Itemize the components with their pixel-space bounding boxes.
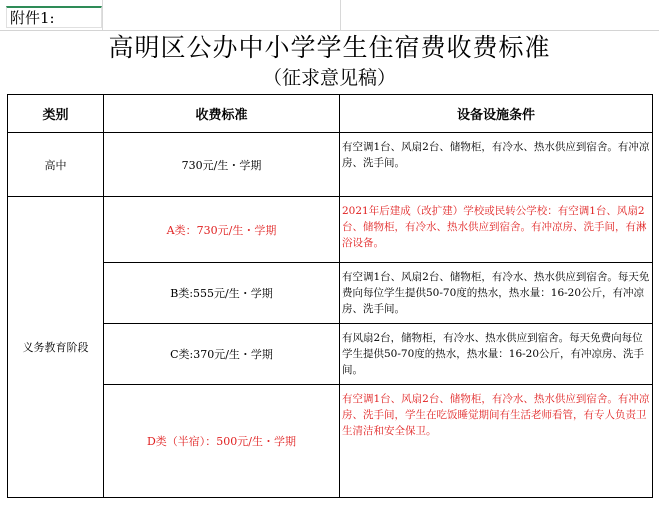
conditions-cell-class-a[interactable]: 2021年后建成（改扩建）学校或民转公学校：有空调1台、风扇2台、储物柜，有冷水、热水供应到宿舍。有冲凉房、洗手间，有淋浴设备。 [340,197,653,263]
header-fee[interactable]: 收费标准 [104,95,340,133]
conditions-cell-class-b[interactable]: 有空调1台、风扇2台、储物柜，有冷水、热水供应到宿舍。每天免费向每位学生提供50-70度的热水，热水量：16-20公斤，有冲凉房、洗手间。 [340,263,653,324]
document-title: 高明区公办中小学学生住宿费收费标准 [108,33,551,62]
table-row-class-d [8,385,653,498]
header-conditions[interactable]: 设备设施条件 [340,95,653,133]
attachment-label: 附件1: [10,9,55,27]
category-cell-high-school[interactable]: 高中 [8,133,104,197]
category-cell-compulsory[interactable]: 义务教育阶段 [8,197,104,498]
header-category[interactable]: 类别 [8,95,104,133]
fee-standard-table [7,94,653,498]
column-gridline [340,0,341,30]
conditions-cell-class-c[interactable]: 有风扇2台，储物柜，有冷水、热水供应到宿舍。每天免费向每位学生提供50-70度的热水，热水量：16-20公斤，有冲凉房、洗手间。 [340,324,653,385]
table-row-high-school [8,133,653,197]
table-row-class-b [8,263,653,324]
fee-cell-class-c[interactable]: C类:370元/生・学期 [104,324,340,385]
fee-cell-class-b[interactable]: B类:555元/生・学期 [104,263,340,324]
conditions-cell-high-school[interactable]: 有空调1台、风扇2台、储物柜，有冷水、热水供应到宿舍。有冲凉房、洗手间。 [340,133,653,197]
table-header-row [8,95,653,133]
conditions-cell-class-d[interactable]: 有空调1台、风扇2台、储物柜，有冷水、热水供应到宿舍。有冲凉房、洗手间，学生在吃饭睡觉期间有生活老师看管，有专人负责卫生清洁和安全保卫。 [340,385,653,498]
fee-cell-high-school[interactable]: 730元/生・学期 [104,133,340,197]
column-gridline [102,0,103,30]
fee-cell-class-d[interactable]: D类（半宿）：500元/生・学期 [104,385,340,498]
table-row-class-a [8,197,653,263]
table-row-class-c [8,324,653,385]
document-subtitle: （征求意见稿） [262,67,396,89]
fee-cell-class-a[interactable]: A类：730元/生・学期 [104,197,340,263]
